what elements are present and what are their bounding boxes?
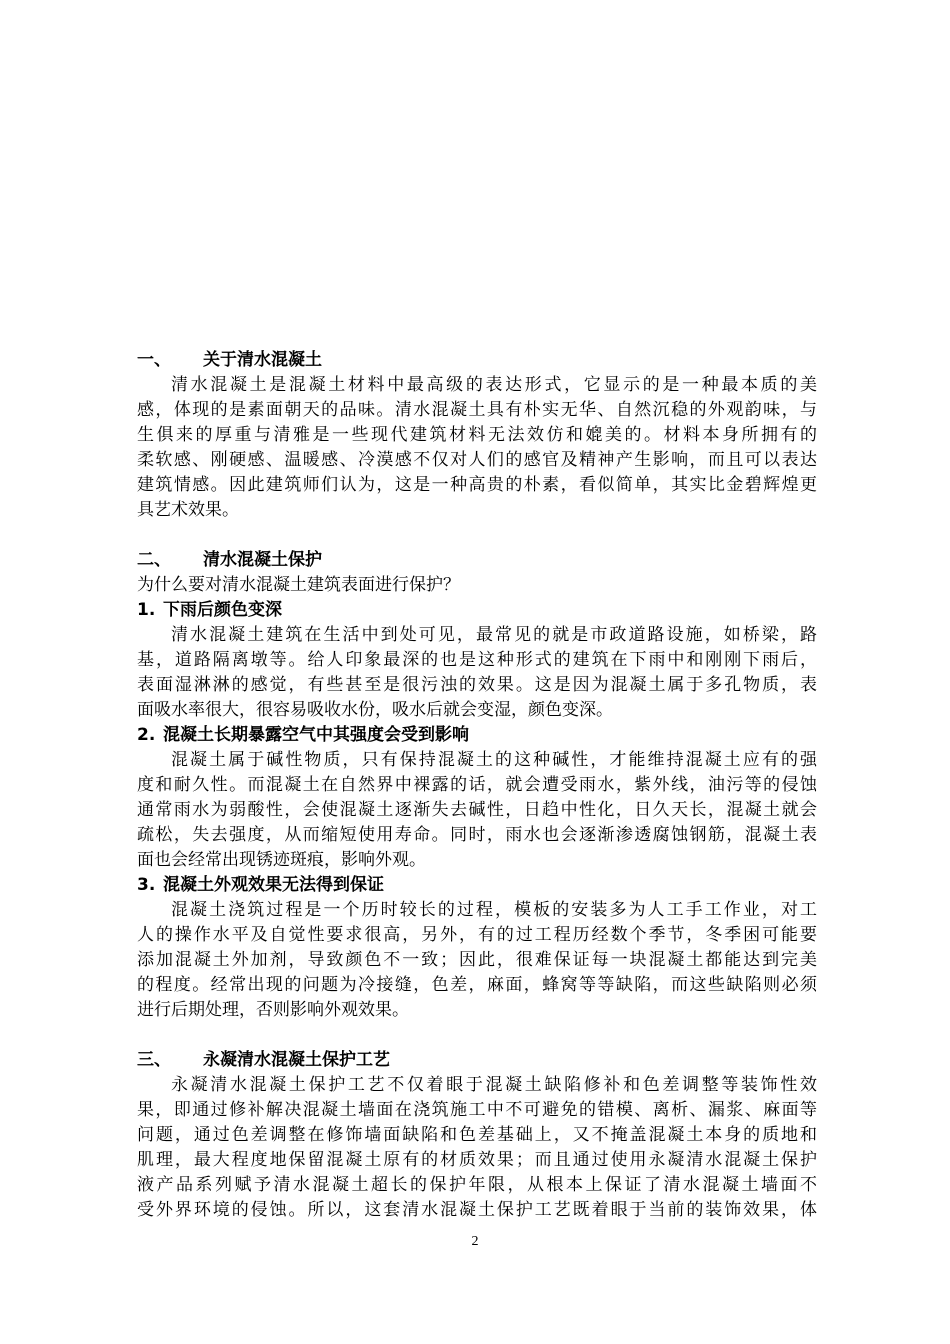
item-2-title: 混凝土长期暴露空气中其强度会受到影响 xyxy=(163,725,469,745)
item-2-heading xyxy=(137,723,817,748)
item-3-line: 人的操作水平及自觉性要求很高，另外，有的过工程历经数个季节，冬季困可能要 xyxy=(137,925,817,945)
item-1-line: 基，道路隔离墩等。给人印象最深的也是这种形式的建筑在下雨中和刚刚下雨后， xyxy=(137,650,817,670)
item-1-title: 下雨后颜色变深 xyxy=(163,600,282,620)
section-3-heading xyxy=(137,1048,817,1073)
item-3-line: 的程度。经常出现的问题为冷接缝，色差，麻面，蜂窝等等缺陷，而这些缺陷则必须 xyxy=(137,975,817,995)
item-2-line: 面也会经常出现锈迹斑痕，影响外观。 xyxy=(137,850,426,870)
section-3-line: 果，即通过修补解决混凝土墙面在浇筑施工中不可避免的错模、离析、漏浆、麻面等 xyxy=(137,1100,817,1120)
section-1-line: 生俱来的厚重与清雅是一些现代建筑材料无法效仿和媲美的。材料本身所拥有的 xyxy=(137,425,817,445)
item-1-heading xyxy=(137,598,817,623)
item-3-number: 3. xyxy=(137,875,156,895)
section-3-title: 永凝清水混凝土保护工艺 xyxy=(203,1050,390,1070)
section-1-line: 柔软感、刚硬感、温暖感、冷漠感不仅对人们的感官及精神产生影响，而且可以表达 xyxy=(137,450,817,470)
item-3-line: 混凝土浇筑过程是一个历时较长的过程，模板的安装多为人工手工作业，对工 xyxy=(171,900,817,920)
item-1-line: 清水混凝土建筑在生活中到处可见，最常见的就是市政道路设施，如桥梁，路 xyxy=(171,625,817,645)
item-1-number: 1. xyxy=(137,600,156,620)
item-2-line: 混凝土属于碱性物质，只有保持混凝土的这种碱性，才能维持混凝土应有的强 xyxy=(171,750,817,770)
section-3-line: 液产品系列赋予清水混凝土超长的保护年限，从根本上保证了清水混凝土墙面不 xyxy=(137,1175,817,1195)
section-1-line: 具艺术效果。 xyxy=(137,500,239,520)
section-1-line: 感，体现的是素面朝天的品味。清水混凝土具有朴实无华、自然沉稳的外观韵味，与 xyxy=(137,400,817,420)
item-3-line: 添加混凝土外加剂，导致颜色不一致；因此，很难保证每一块混凝土都能达到完美 xyxy=(137,950,817,970)
section-2-heading xyxy=(137,548,817,573)
section-1-line: 清水混凝土是混凝土材料中最高级的表达形式，它显示的是一种最本质的美 xyxy=(171,375,817,395)
section-1-line: 建筑情感。因此建筑师们认为，这是一种高贵的朴素，看似简单，其实比金碧辉煌更 xyxy=(137,475,817,495)
section-3-line: 永凝清水混凝土保护工艺不仅着眼于混凝土缺陷修补和色差调整等装饰性效 xyxy=(171,1075,817,1095)
item-2-line: 疏松，失去强度，从而缩短使用寿命。同时，雨水也会逐渐渗透腐蚀钢筋，混凝土表 xyxy=(137,825,817,845)
item-2-line: 通常雨水为弱酸性，会使混凝土逐渐失去碱性，日趋中性化，日久天长，混凝土就会 xyxy=(137,800,817,820)
item-1-line: 表面湿淋淋的感觉，有些甚至是很污浊的效果。这是因为混凝土属于多孔物质，表 xyxy=(137,675,817,695)
item-3-line: 进行后期处理，否则影响外观效果。 xyxy=(137,1000,409,1020)
section-2-number: 二、 xyxy=(137,550,171,570)
page-number: 2 xyxy=(471,1234,479,1249)
section-3-line: 问题，通过色差调整在修饰墙面缺陷和色差基础上，又不掩盖混凝土本身的质地和 xyxy=(137,1125,817,1145)
section-1-number: 一、 xyxy=(137,350,171,370)
section-1-heading xyxy=(137,348,817,373)
section-3-number: 三、 xyxy=(137,1050,171,1070)
item-3-heading xyxy=(137,873,817,898)
section-1-title: 关于清水混凝土 xyxy=(203,350,322,370)
item-3-title: 混凝土外观效果无法得到保证 xyxy=(163,875,384,895)
section-2-title: 清水混凝土保护 xyxy=(203,550,322,570)
document-body xyxy=(137,348,817,1223)
item-2-number: 2. xyxy=(137,725,156,745)
item-1-line: 面吸水率很大，很容易吸收水份，吸水后就会变湿，颜色变深。 xyxy=(137,700,613,720)
section-2-intro: 为什么要对清水混凝土建筑表面进行保护？ xyxy=(137,575,460,595)
section-3-line: 受外界环境的侵蚀。所以，这套清水混凝土保护工艺既着眼于当前的装饰效果，体 xyxy=(137,1200,817,1220)
section-3-line: 肌理，最大程度地保留混凝土原有的材质效果；而且通过使用永凝清水混凝土保护 xyxy=(137,1150,817,1170)
item-2-line: 度和耐久性。而混凝土在自然界中裸露的话，就会遭受雨水，紫外线，油污等的侵蚀 xyxy=(137,775,817,795)
